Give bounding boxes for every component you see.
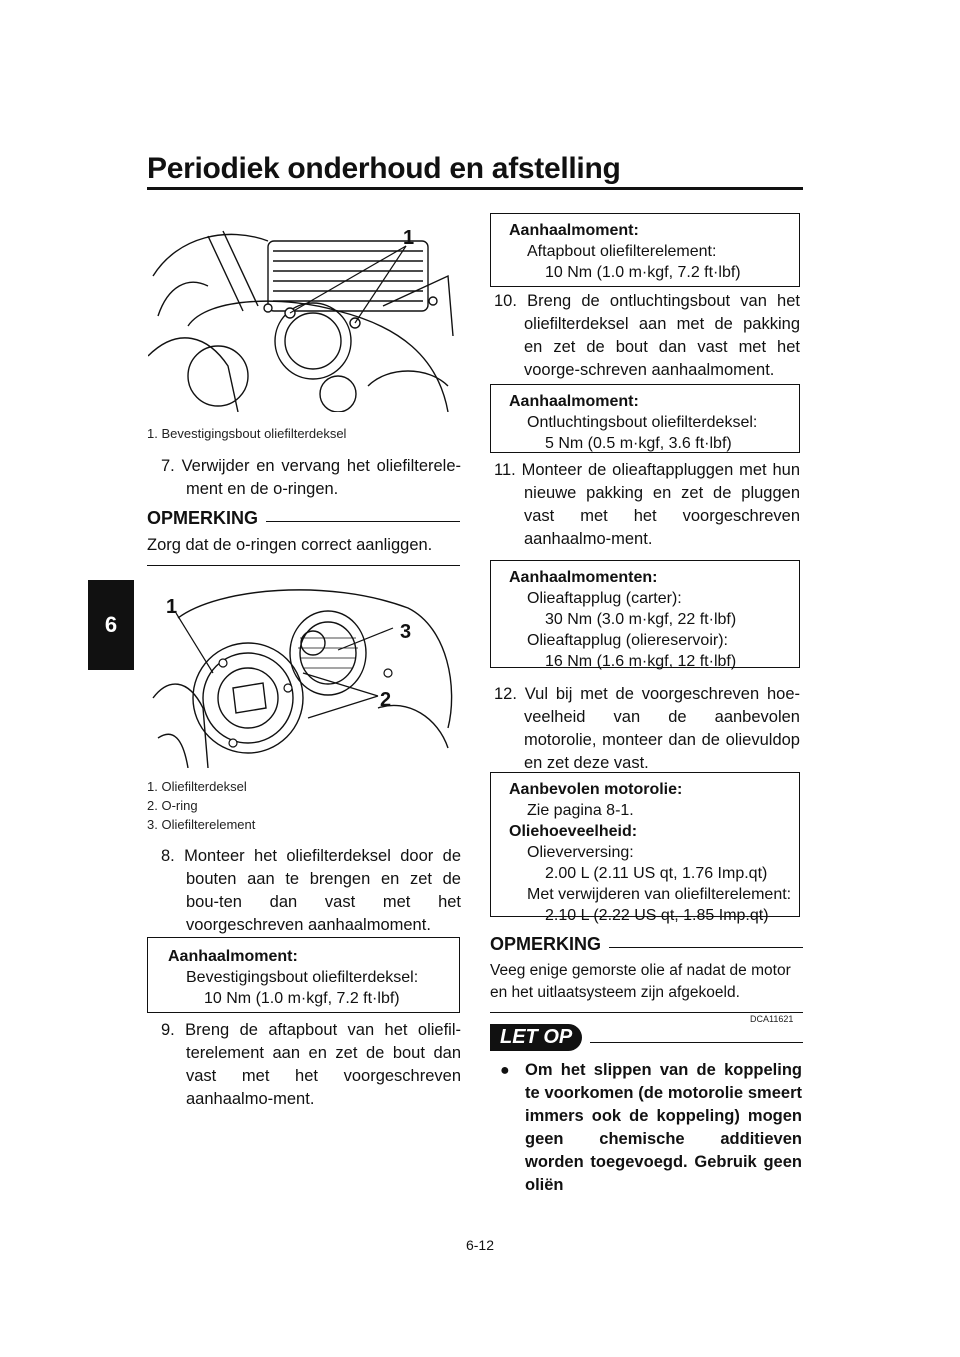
callout-1: 1 [166,596,178,618]
step-10 [494,290,800,382]
note-text: Veeg enige gemorste olie af nadat de motor en het uitlaatsysteem zijn afgekoeld. [490,962,791,1001]
box-heading: Aanhaalmomenten: [509,569,658,586]
box-item: Ontluchtingsbout oliefilterdeksel: [527,414,758,431]
caption-item: 2. O-ring [147,798,198,813]
note-heading: OPMERKING [490,934,602,954]
figure-oil-filter-parts [147,577,462,769]
caution-bullet [500,1059,802,1197]
caption-item: 1. Bevestigingsbout oliefilterdeksel [147,426,347,441]
caution-text: Om het slippen van de koppeling te voorkomen (de motorolie smeert immers ook de koppeling) mogen geen chemische additieven worden toegevoegd. Gebruik geen oliën [525,1061,802,1194]
box-heading: Aanbevolen motorolie: [509,781,683,798]
box-value: 2.00 L (2.11 US qt, 1.76 Imp.qt) [545,865,768,882]
page-number: 6-12 [465,1237,495,1253]
box-value: 5 Nm (0.5 m·kgf, 3.6 ft·lbf) [545,435,732,452]
callout-1: 1 [403,227,415,249]
step-text: Breng de aftapbout van het oliefil-terelement aan en zet de bout dan vast met het voorgeschreven aanhaalmo-ment. [185,1021,461,1108]
oil-specs-box [490,772,800,924]
callout-3: 3 [400,621,412,643]
box-item: Zie pagina 8-1. [527,802,634,819]
box-value: 10 Nm (1.0 m·kgf, 7.2 ft·lbf) [545,264,741,281]
step-11 [494,459,800,551]
chapter-tab: 6 [88,580,134,670]
step-text: Breng de ontluchtingsbout van het oliefilterdeksel aan met de pakking en zet de bout dan vast met het voorge-schreven aanhaalmoment. [524,292,800,379]
box-item: Aftapbout oliefilterelement: [527,243,717,260]
step-number: 8. [161,847,175,865]
box-item: Met verwijderen van oliefilterelement: [527,886,792,903]
step-12 [494,683,800,775]
step-text: Verwijder en vervang het oliefilterele-ment en de o-ringen. [181,457,461,498]
step-9 [161,1019,461,1111]
step-number: 12. [494,685,517,703]
box-heading: Aanhaalmoment: [509,393,639,410]
box-value: 16 Nm (1.6 m·kgf, 12 ft·lbf) [545,653,737,670]
figure2-caption [147,777,460,834]
torque-box-breather-bolt [490,384,800,453]
box-item: Olieaftapplug (carter): [527,590,682,607]
torque-box-drain-plugs [490,560,800,668]
box-value: 2.10 L (2.22 US qt, 1.85 Imp.qt) [545,907,769,924]
box-heading: Aanhaalmoment: [509,222,639,239]
figure1-caption [147,424,460,443]
step-text: Monteer de olieaftappluggen met hun nieuwe pakking en zet de pluggen vast met het voorgeschreven aanhaalmo-ment. [521,461,800,548]
bullet-icon: ● [500,1062,510,1079]
note-heading: OPMERKING [147,508,259,528]
step-number: 10. [494,292,517,310]
box-heading: Oliehoeveelheid: [509,823,638,840]
note-1 [147,508,460,566]
step-text: Vul bij met de voorgeschreven hoe-veelheid van de aanbevolen motorolie, monteer dan de olievuldop en zet deze vast. [524,685,800,772]
note-text: Zorg dat de o-ringen correct aanliggen. [147,536,433,554]
step-7 [161,455,461,501]
callout-2: 2 [380,689,392,711]
box-heading: Aanhaalmoment: [168,948,298,965]
box-item: Olieaftapplug (oliereservoir): [527,632,728,649]
caption-item: 3. Oliefilterelement [147,817,256,832]
step-number: 9. [161,1021,175,1039]
torque-box-drain-bolt [490,213,800,287]
note-2 [490,934,803,1013]
figure-oil-filter-cover-bolts [147,215,462,413]
step-number: 7. [161,457,175,475]
filter-illustration [148,578,461,768]
step-text: Monteer het oliefilterdeksel door de bouten aan te brengen en zet de bou-ten dan vast met het voorgeschreven aanhaalmoment. [184,847,461,934]
caution-header [490,1024,803,1051]
caution-code: DCA11621 [750,1014,794,1024]
box-value: 30 Nm (3.0 m·kgf, 22 ft·lbf) [545,611,737,628]
box-value: 10 Nm (1.0 m·kgf, 7.2 ft·lbf) [204,990,400,1007]
engine-illustration [148,216,461,412]
step-8 [161,845,461,937]
title-rule [147,187,803,190]
box-item: Olieverversing: [527,844,634,861]
caution-label: LET OP [490,1024,582,1051]
box-item: Bevestigingsbout oliefilterdeksel: [186,969,419,986]
step-number: 11. [494,461,516,479]
torque-box-cover-bolt [147,937,460,1013]
page-title: Periodiek onderhoud en afstelling [147,152,621,185]
caption-item: 1. Oliefilterdeksel [147,779,247,794]
